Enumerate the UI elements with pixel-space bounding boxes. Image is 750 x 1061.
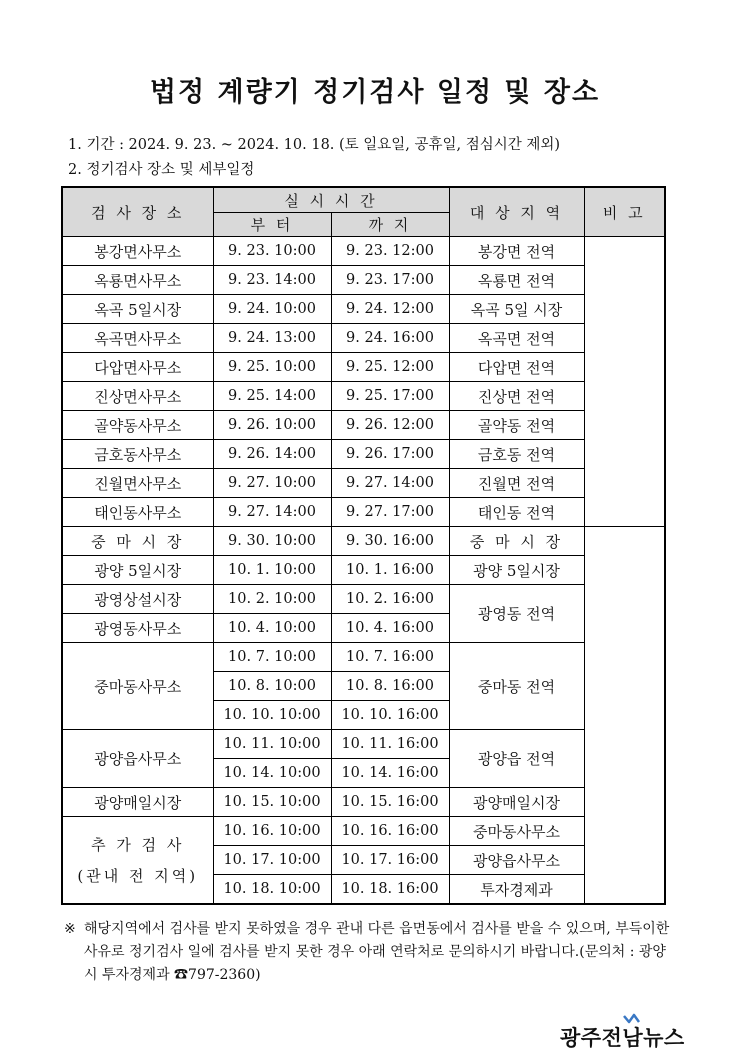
header-time: 실 시 시 간	[213, 187, 449, 213]
place-cell: 광양매일시장	[62, 788, 213, 817]
to-cell: 10. 4. 16:00	[331, 614, 449, 643]
place-cell: 금호동사무소	[62, 440, 213, 469]
region-cell: 광양매일시장	[449, 788, 584, 817]
to-cell: 10. 11. 16:00	[331, 730, 449, 759]
from-cell: 10. 8. 10:00	[213, 672, 331, 701]
region-cell: 광양읍 전역	[449, 730, 584, 788]
from-cell: 9. 23. 14:00	[213, 266, 331, 295]
place-cell: 다압면사무소	[62, 353, 213, 382]
place-cell: 봉강면사무소	[62, 237, 213, 266]
to-cell: 9. 24. 16:00	[331, 324, 449, 353]
reference-mark: ※	[64, 921, 76, 937]
region-cell: 진상면 전역	[449, 382, 584, 411]
to-cell: 10. 1. 16:00	[331, 556, 449, 585]
to-cell: 9. 26. 12:00	[331, 411, 449, 440]
footnote	[64, 918, 674, 987]
from-cell: 10. 10. 10:00	[213, 701, 331, 730]
to-cell: 9. 23. 17:00	[331, 266, 449, 295]
place-cell: 태인동사무소	[62, 498, 213, 527]
from-cell: 10. 1. 10:00	[213, 556, 331, 585]
schedule-heading: 2. 정기검사 장소 및 세부일정	[68, 162, 255, 178]
region-cell: 진월면 전역	[449, 469, 584, 498]
place-cell: 중 마 시 장	[62, 527, 213, 556]
document-title: 법정 계량기 정기검사 일정 및 장소	[149, 77, 601, 108]
from-cell: 10. 15. 10:00	[213, 788, 331, 817]
to-cell: 10. 14. 16:00	[331, 759, 449, 788]
place-cell: 중마동사무소	[62, 643, 213, 730]
checkmark-icon	[622, 1013, 642, 1025]
from-cell: 9. 26. 10:00	[213, 411, 331, 440]
region-cell: 옥곡면 전역	[449, 324, 584, 353]
header-region: 대 상 지 역	[449, 187, 584, 237]
table-row	[62, 730, 665, 759]
to-cell: 10. 8. 16:00	[331, 672, 449, 701]
place-cell: 광영동사무소	[62, 614, 213, 643]
to-cell: 10. 18. 16:00	[331, 875, 449, 905]
from-cell: 9. 27. 14:00	[213, 498, 331, 527]
from-cell: 10. 2. 10:00	[213, 585, 331, 614]
extra-inspection-sublabel: (관내 전 지역)	[77, 867, 199, 885]
watermark-text: 광주전남뉴스	[560, 1026, 685, 1050]
table-row	[62, 788, 665, 817]
extra-inspection-label: 추 가 검 사	[91, 836, 185, 854]
table-row	[62, 295, 665, 324]
from-cell: 9. 26. 14:00	[213, 440, 331, 469]
to-cell: 10. 16. 16:00	[331, 817, 449, 846]
place-cell: 광양읍사무소	[62, 730, 213, 788]
region-cell: 금호동 전역	[449, 440, 584, 469]
from-cell: 9. 27. 10:00	[213, 469, 331, 498]
header-note: 비 고	[584, 187, 665, 237]
table-row	[62, 411, 665, 440]
from-cell: 9. 30. 10:00	[213, 527, 331, 556]
to-cell: 10. 15. 16:00	[331, 788, 449, 817]
place-cell: 옥곡면사무소	[62, 324, 213, 353]
region-cell: 광영동 전역	[449, 585, 584, 643]
table-row	[62, 382, 665, 411]
region-cell: 중 마 시 장	[449, 527, 584, 556]
place-cell: 옥곡 5일시장	[62, 295, 213, 324]
region-cell: 중마동 전역	[449, 643, 584, 730]
table-row	[62, 469, 665, 498]
place-cell: 진상면사무소	[62, 382, 213, 411]
note-cell	[584, 237, 665, 527]
from-cell: 10. 18. 10:00	[213, 875, 331, 905]
period-line: 1. 기간 : 2024. 9. 23. ~ 2024. 10. 18. (토 일요일, 공휴일, 점심시간 제외)	[68, 137, 561, 153]
place-cell: 골약동사무소	[62, 411, 213, 440]
table-row	[62, 440, 665, 469]
table-row	[62, 237, 665, 266]
header-to: 까 지	[331, 213, 449, 237]
table-row	[62, 498, 665, 527]
region-cell: 옥룡면 전역	[449, 266, 584, 295]
from-cell: 10. 4. 10:00	[213, 614, 331, 643]
table-row	[62, 643, 665, 672]
footnote-text: 해당지역에서 검사를 받지 못하였을 경우 관내 다른 읍면동에서 검사를 받을 수 있으며, 부득이한 사유로 정기검사 일에 검사를 받지 못한 경우 아래 연락처로 문의하시기 바랍니다.(문의처 : 광양시 투자경제과 ☎797-2360)	[84, 921, 670, 983]
region-cell: 태인동 전역	[449, 498, 584, 527]
from-cell: 10. 7. 10:00	[213, 643, 331, 672]
watermark-logo	[560, 1022, 685, 1052]
region-cell: 골약동 전역	[449, 411, 584, 440]
from-cell: 10. 14. 10:00	[213, 759, 331, 788]
region-cell: 광양 5일시장	[449, 556, 584, 585]
inspection-schedule-table	[61, 186, 666, 905]
from-cell: 9. 24. 13:00	[213, 324, 331, 353]
place-cell: 옥룡면사무소	[62, 266, 213, 295]
to-cell: 9. 27. 14:00	[331, 469, 449, 498]
to-cell: 9. 26. 17:00	[331, 440, 449, 469]
region-cell: 다압면 전역	[449, 353, 584, 382]
to-cell: 10. 10. 16:00	[331, 701, 449, 730]
region-cell: 중마동사무소	[449, 817, 584, 846]
from-cell: 9. 24. 10:00	[213, 295, 331, 324]
from-cell: 10. 16. 10:00	[213, 817, 331, 846]
table-row	[62, 556, 665, 585]
region-cell: 투자경제과	[449, 875, 584, 905]
place-cell: 광양 5일시장	[62, 556, 213, 585]
to-cell: 9. 25. 17:00	[331, 382, 449, 411]
to-cell: 9. 24. 12:00	[331, 295, 449, 324]
table-row	[62, 353, 665, 382]
to-cell: 9. 30. 16:00	[331, 527, 449, 556]
to-cell: 9. 23. 12:00	[331, 237, 449, 266]
table-row	[62, 527, 665, 556]
from-cell: 10. 17. 10:00	[213, 846, 331, 875]
to-cell: 10. 7. 16:00	[331, 643, 449, 672]
header-from: 부 터	[213, 213, 331, 237]
table-row	[62, 266, 665, 295]
place-cell: 광영상설시장	[62, 585, 213, 614]
to-cell: 9. 25. 12:00	[331, 353, 449, 382]
from-cell: 9. 25. 14:00	[213, 382, 331, 411]
note-cell	[584, 527, 665, 905]
region-cell: 봉강면 전역	[449, 237, 584, 266]
table-row	[62, 324, 665, 353]
region-cell: 광양읍사무소	[449, 846, 584, 875]
region-cell: 옥곡 5일 시장	[449, 295, 584, 324]
to-cell: 9. 27. 17:00	[331, 498, 449, 527]
from-cell: 9. 25. 10:00	[213, 353, 331, 382]
to-cell: 10. 2. 16:00	[331, 585, 449, 614]
header-place: 검 사 장 소	[62, 187, 213, 237]
table-row	[62, 585, 665, 614]
to-cell: 10. 17. 16:00	[331, 846, 449, 875]
from-cell: 9. 23. 10:00	[213, 237, 331, 266]
place-cell	[62, 817, 213, 905]
from-cell: 10. 11. 10:00	[213, 730, 331, 759]
table-row	[62, 817, 665, 846]
place-cell: 진월면사무소	[62, 469, 213, 498]
